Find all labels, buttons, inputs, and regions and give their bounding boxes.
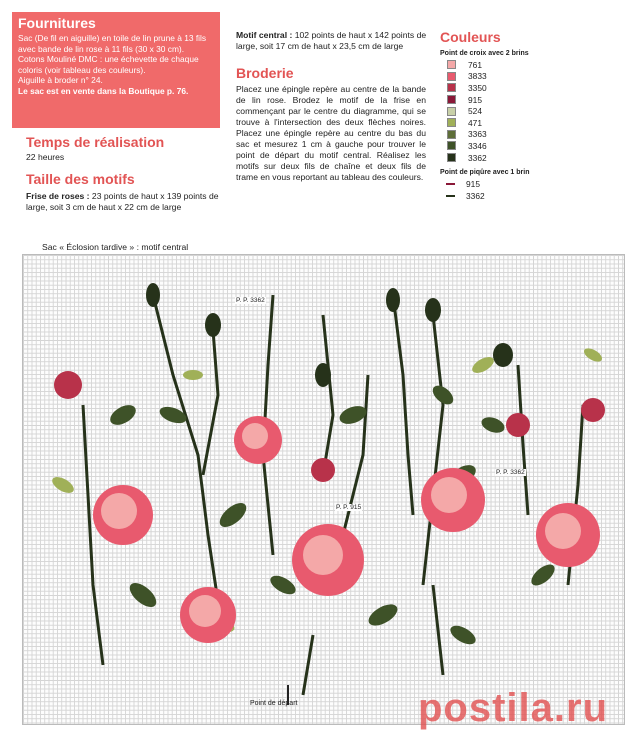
watermark: postila.ru [418, 686, 609, 730]
color-swatch [447, 60, 456, 69]
supplies-line-2: Cotons Mouliné DMC : une échevette de chaque coloris (voir tableau des couleurs). [18, 54, 199, 75]
rose-bud [506, 413, 530, 437]
crossstitch-color-row [440, 105, 620, 117]
color-table [440, 30, 620, 202]
rose [180, 587, 236, 643]
color-swatch [447, 107, 456, 116]
dmc-code: 3350 [468, 82, 487, 93]
supplies-box [12, 12, 220, 128]
rose-bud [54, 371, 82, 399]
rose-bud [581, 398, 605, 422]
start-point-label: Point de départ [250, 700, 298, 707]
dmc-code: 3362 [466, 190, 485, 201]
color-swatch [447, 72, 456, 81]
rose [234, 416, 282, 464]
dark-buds [146, 283, 513, 387]
dmc-code: 3346 [468, 140, 487, 151]
pp-label-2: P. P. 915 [336, 504, 362, 511]
motif-text [236, 30, 432, 52]
motif-label: Motif central : [236, 30, 293, 40]
back-stitch-list [440, 178, 620, 201]
crossstitch-color-row [440, 152, 620, 164]
backstitch-color-row [440, 178, 620, 190]
pp-label-1: P. P. 3362 [236, 297, 265, 304]
dmc-code: 3362 [468, 152, 487, 163]
rose [93, 485, 153, 545]
embroidery-text: Placez une épingle repère au centre de la bande de lin rose. Brodez le motif de la frise en commençant par le centre du diagramme, qui se trouve à l'intersection des deux flèches noires. Placez une épingle repère au centre du bas du sac et mesurez 1 cm à gauche pour trouver le point de départ du motif central. Réalisez les motifs sur deux fils de chaîne et deux fils de trame en vous reportant au tableau des couleurs. [236, 84, 426, 182]
crossstitch-color-row [440, 140, 620, 152]
supplies-line-1: Sac (De fil en aiguille) en toile de lin prune à 13 fils avec bande de lin rose à 11 fils (30 x 30 cm). [18, 33, 207, 54]
crossstitch-color-row [440, 71, 620, 83]
cross-stitch-chart [22, 254, 625, 725]
crossstitch-color-row [440, 129, 620, 141]
rose [292, 524, 364, 596]
size-title: Taille des motifs [26, 171, 135, 187]
cross-stitch-list [440, 59, 620, 163]
rose [536, 503, 600, 567]
back-stitch-subtitle: Point de piqûre avec 1 brin [440, 169, 530, 177]
line-swatch [446, 195, 455, 197]
crossstitch-color-row [440, 117, 620, 129]
supplies-line-3: Aiguille à broder n° 24. [18, 75, 103, 86]
time-title: Temps de réalisation [26, 134, 165, 150]
color-swatch [447, 141, 456, 150]
time-text: 22 heures [26, 152, 65, 162]
dmc-code: 761 [468, 59, 482, 70]
size-label: Frise de roses : [26, 191, 90, 201]
dmc-code: 3363 [468, 129, 487, 140]
color-swatch [447, 83, 456, 92]
size-text [26, 191, 222, 213]
size-value: 23 points de haut x 139 points de large, soit 3 cm de haut x 22 cm de large [26, 191, 219, 212]
rose-motif [23, 255, 626, 726]
rose-bud [311, 458, 335, 482]
dmc-code: 471 [468, 117, 482, 128]
cross-stitch-subtitle: Point de croix avec 2 brins [440, 50, 529, 57]
dmc-code: 915 [466, 179, 480, 190]
dmc-code: 3833 [468, 71, 487, 82]
color-swatch [447, 130, 456, 139]
rose [421, 468, 485, 532]
color-swatch [447, 118, 456, 127]
diagram-caption: Sac « Éclosion tardive » : motif central [42, 242, 189, 252]
crossstitch-color-row [440, 94, 620, 106]
supplies-title: Fournitures [18, 15, 96, 31]
color-swatch [447, 153, 456, 162]
pp-label-3: P. P. 3362 [496, 469, 525, 476]
backstitch-color-row [440, 190, 620, 202]
dmc-code: 915 [468, 94, 482, 105]
crossstitch-color-row [440, 59, 620, 71]
crossstitch-color-row [440, 82, 620, 94]
supplies-line-4: Le sac est en vente dans la Boutique p. 76. [18, 85, 189, 96]
line-swatch [446, 183, 455, 185]
color-swatch [447, 95, 456, 104]
embroidery-title: Broderie [236, 65, 294, 81]
colors-title: Couleurs [440, 29, 501, 45]
motif-value: 102 points de haut x 142 points de large, soit 17 cm de haut x 23,5 cm de large [236, 30, 427, 51]
dmc-code: 524 [468, 106, 482, 117]
